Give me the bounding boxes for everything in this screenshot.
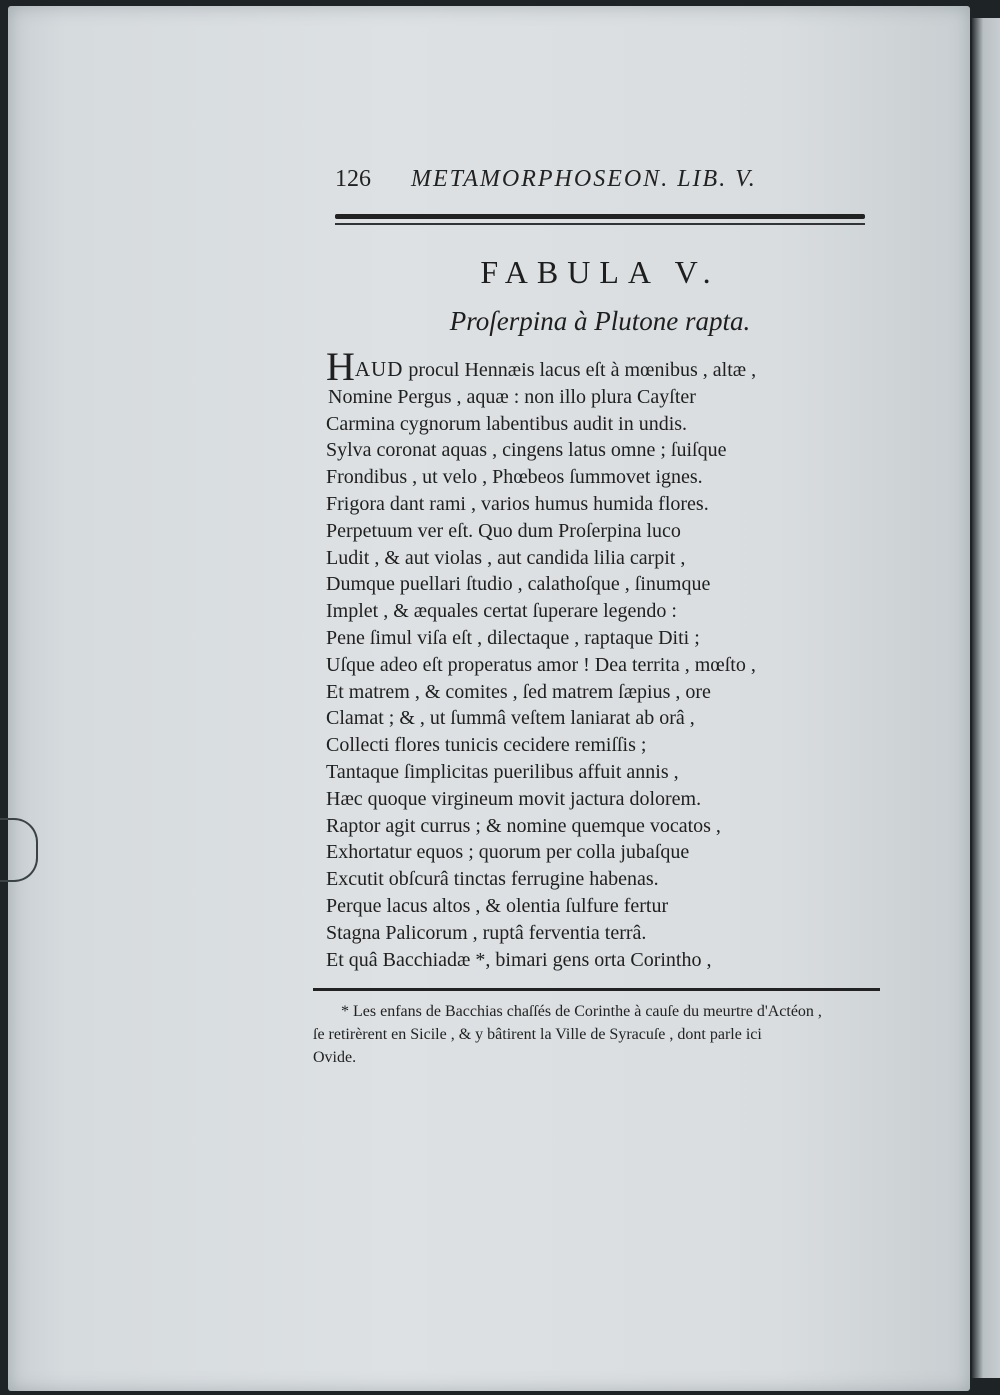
verse-line: Implet , & æquales certat ſuperare legendo : bbox=[326, 600, 677, 623]
verse-line: Carmina cygnorum labentibus audit in undis. bbox=[326, 412, 688, 435]
verse-line: Dumque puellari ſtudio , calathoſque , ſinumque bbox=[326, 573, 711, 596]
verse-line: Raptor agit currus ; & nomine quemque vocatos , bbox=[326, 814, 721, 837]
page-number: 126 bbox=[335, 166, 371, 192]
footnote-line: * Les enfans de Bacchias chaſſés de Corinthe à cauſe du meurtre d'Actéon , bbox=[341, 1003, 822, 1020]
verse-line: Et quâ Bacchiadæ *, bimari gens orta Corintho , bbox=[326, 948, 712, 971]
verse-line: Stagna Palicorum , ruptâ ferventia terrâ. bbox=[326, 921, 647, 944]
verse-line: Sylva coronat aquas , cingens latus omne ; ſuiſque bbox=[326, 439, 727, 462]
fable-subtitle: Proſerpina à Plutone rapta. bbox=[449, 306, 751, 336]
footnote-rule bbox=[313, 988, 880, 991]
verse-line: Hæc quoque virgineum movit jactura dolorem. bbox=[326, 787, 702, 810]
running-title: METAMORPHOSEON. LIB. V. bbox=[411, 166, 757, 192]
footnote bbox=[313, 1000, 880, 1069]
verse-line: Ludit , & aut violas , aut candida lilia carpit , bbox=[326, 546, 686, 569]
fable-title: FABULA V. bbox=[480, 254, 720, 290]
verse-line: Tantaque ſimplicitas puerilibus affuit annis , bbox=[326, 760, 679, 783]
verse-line: Nomine Pergus , aquæ : non illo plura Cayſter bbox=[328, 385, 696, 408]
first-line-text: procul Hennæis lacus eſt à mœnibus , altæ , bbox=[403, 359, 757, 381]
page-clip bbox=[0, 818, 38, 882]
verse-line: Perpetuum ver eſt. Quo dum Proſerpina luco bbox=[326, 519, 681, 542]
verse-line: Exhortatur equos ; quorum per colla jubaſque bbox=[326, 841, 690, 864]
initial-capital: H bbox=[326, 344, 355, 389]
verse-line: Clamat ; & , ut ſummâ veſtem laniarat ab orâ , bbox=[326, 707, 695, 730]
header-rule-thin bbox=[335, 223, 865, 225]
verse-line: Frigora dant rami , varios humus humida flores. bbox=[326, 492, 709, 515]
verse-line-1 bbox=[326, 344, 866, 389]
verse-line: Et matrem , & comites , ſed matrem ſæpius , ore bbox=[326, 680, 711, 703]
verse-line: Perque lacus altos , & olentia ſulfure fertur bbox=[326, 894, 669, 917]
footnote-line: Ovide. bbox=[313, 1049, 357, 1066]
facing-page-edge bbox=[972, 18, 1000, 1378]
verse-line: Collecti flores tunicis cecidere remiſſis ; bbox=[326, 734, 647, 757]
verse-line: Frondibus , ut velo , Phœbeos ſummovet ignes. bbox=[326, 466, 703, 489]
verse-line: Uſque adeo eſt properatus amor ! Dea territa , mœſto , bbox=[326, 653, 756, 676]
first-word: AUD bbox=[354, 357, 404, 381]
verse-line: Excutit obſcurâ tinctas ferrugine habenas. bbox=[326, 868, 659, 891]
verse-block bbox=[326, 344, 866, 973]
header-rule-thick bbox=[335, 214, 865, 219]
footnote-line: ſe retirèrent en Sicile , & y bâtirent la Ville de Syracuſe , dont parle ici bbox=[313, 1026, 762, 1043]
verse-line: Pene ſimul viſa eſt , dilectaque , raptaque Diti ; bbox=[326, 626, 700, 649]
